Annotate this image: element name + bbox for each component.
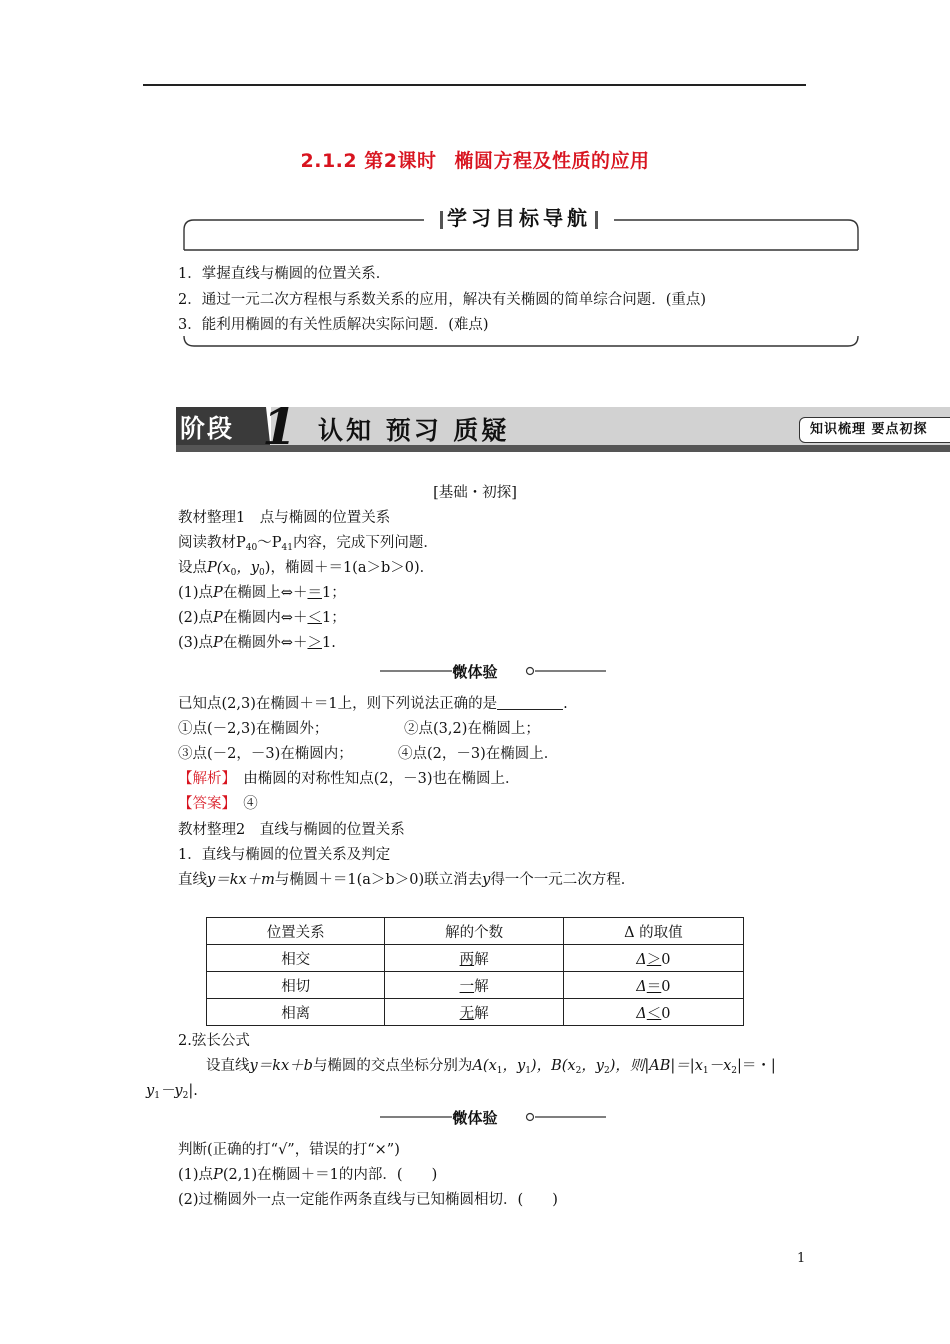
goal-item: 3．能利用椭圆的有关性质解决实际问题．(难点) — [178, 317, 489, 333]
chord-formula-cont: $y_1-y_2|$. — [146, 1083, 198, 1101]
title-lesson: 第2课时 — [364, 150, 437, 172]
table-row: 相交 两解 Δ＞0 — [207, 945, 744, 972]
topic-heading: 教材整理1 点与椭圆的位置关系 — [178, 510, 391, 526]
goal-item: 2．通过一元二次方程根与系数关系的应用，解决有关椭圆的简单综合问题．(重点) — [178, 292, 707, 308]
table-header: Δ 的取值 — [563, 918, 743, 945]
answer-blank — [497, 695, 563, 710]
section-heading: [基础・初探] — [433, 485, 517, 501]
analysis-tag: 【解析】 — [178, 771, 229, 787]
micro-label: 微体验 — [452, 663, 498, 681]
topic-heading-2: 教材整理2 直线与椭圆的位置关系 — [178, 822, 405, 838]
subheading-1: 1．直线与椭圆的位置关系及判定 — [178, 847, 391, 863]
table-row: 相离 无解 Δ＜0 — [207, 999, 744, 1026]
condition-inside: (2)点P在椭圆内⇔＋＜1； — [178, 610, 346, 626]
line-ellipse-text: 直线y＝kx＋m与椭圆＋＝1(a＞b＞0)联立消去y得一个一元二次方程． — [178, 872, 636, 888]
subheading-2: 2.弦长公式 — [178, 1033, 250, 1049]
stage-label: 阶段 — [180, 414, 235, 443]
option-2: ②点(3,2)在椭圆上； — [404, 721, 540, 737]
option-4: ④点(2，－3)在椭圆上． — [398, 746, 559, 762]
table-header: 解的个数 — [385, 918, 563, 945]
table-header: 位置关系 — [207, 918, 385, 945]
condition-on: (1)点P在椭圆上⇔＋＝1； — [178, 585, 346, 601]
option-1: ①点(－2,3)在椭圆外； — [178, 721, 329, 737]
analysis-line: 【解析】 由椭圆的对称性知点(2，－3)也在椭圆上． — [178, 771, 520, 787]
table-header-row — [207, 918, 744, 945]
setup-text: 设点$P(x_0$，$y_0$)，椭圆＋＝1(a＞b＞0)． — [178, 560, 435, 578]
micro-label-2: 微体验 — [452, 1109, 498, 1127]
stage-tag: 知识梳理 要点初探 — [799, 417, 950, 443]
relation-table — [206, 917, 744, 1026]
question-text: 已知点(2,3)在椭圆＋＝1上，则下列说法正确的是 . — [178, 696, 568, 712]
page-number: 1 — [797, 1251, 806, 1266]
goals-label: 学习目标导航 — [424, 203, 614, 233]
title-topic: 椭圆方程及性质的应用 — [454, 150, 650, 172]
judge-item-2: (2)过椭圆外一点一定能作两条直线与已知椭圆相切．( ) — [178, 1192, 558, 1208]
answer-tag: 【答案】 — [178, 796, 229, 812]
page-title — [0, 146, 950, 173]
judge-item-1: (1)点P(2,1)在椭圆＋＝1的内部．( ) — [178, 1167, 438, 1183]
stage-number: 1 — [262, 397, 297, 456]
goal-item: 1．掌握直线与椭圆的位置关系． — [178, 266, 391, 282]
condition-outside: (3)点P在椭圆外⇔＋＞1. — [178, 635, 336, 651]
stage-title: 认知 预习 质疑 — [318, 416, 510, 445]
answer-line: 【答案】 ④ — [178, 796, 258, 812]
reading-instruction: 阅读教材$P_{40}\sim P_{41}$内容，完成下列问题． — [178, 535, 438, 553]
table-row: 相切 一解 Δ＝0 — [207, 972, 744, 999]
header-rule — [143, 84, 806, 86]
option-3: ③点(－2，－3)在椭圆内； — [178, 746, 353, 762]
judge-instruction: 判断(正确的打“√”，错误的打“×”) — [178, 1142, 400, 1158]
chord-formula: 设直线y＝kx＋b与椭圆的交点坐标分别为$A(x_1$，$y_1$)，$B(x_2$，$y_2$)，则$|AB|=|x_1-x_2|=$・| — [206, 1058, 776, 1076]
title-number: 2.1.2 — [300, 150, 358, 172]
